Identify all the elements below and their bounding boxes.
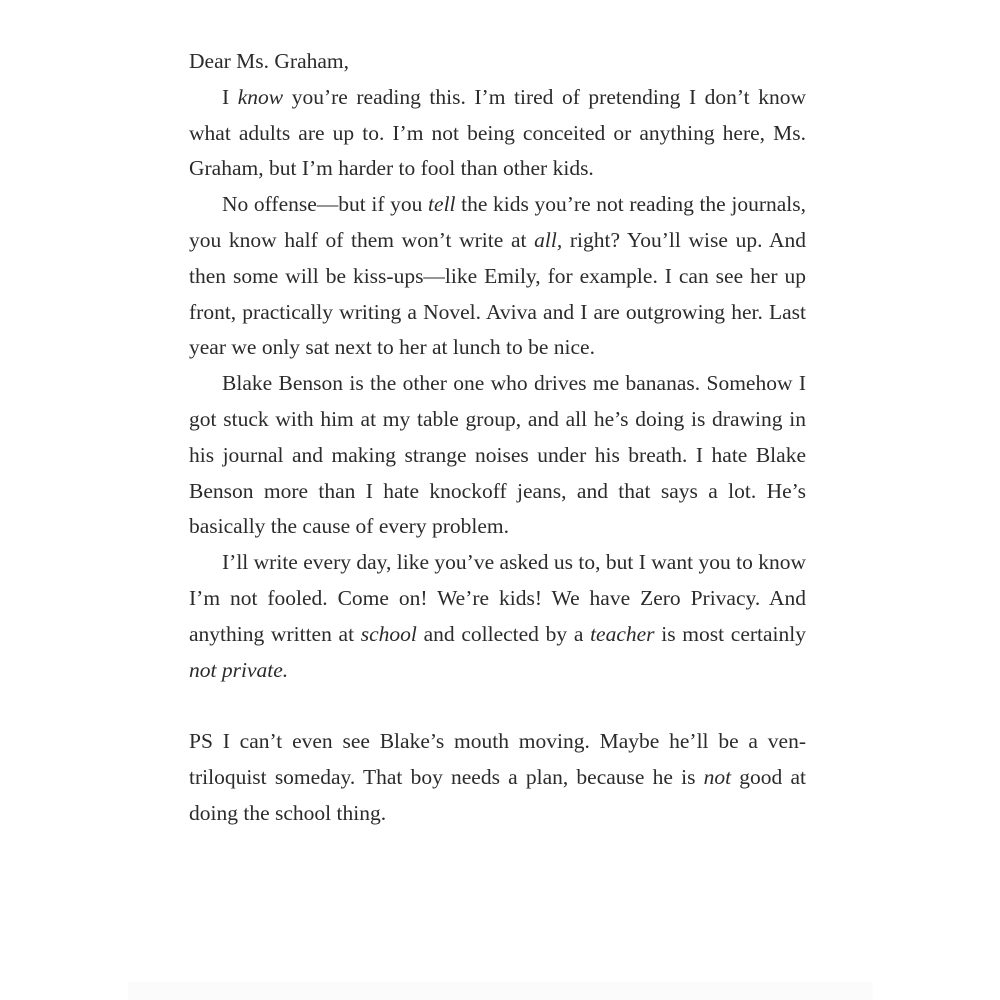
italic-text-segment: school	[360, 621, 417, 646]
italic-text-segment: not	[703, 764, 732, 789]
italic-text-segment: tell	[428, 192, 456, 217]
italic-text-segment: teacher	[590, 621, 655, 646]
italic-text-segment: know	[237, 84, 284, 109]
text-segment: I	[222, 84, 238, 109]
text-segment: right? You’ll wise up. And then some will be kiss-ups—like Emily, for example. I can see her up front, practically writing a Novel. Aviva and I are outgrowing her. Last year we only sat next to her at lunch to be nice.	[189, 227, 806, 360]
text-segment: is most certainly	[654, 621, 806, 646]
book-page	[189, 44, 806, 832]
text-segment: I’ll write every day, like you’ve asked us to, but I want you to know I’m not fooled. Come on! We’re kids! We have Zero Privacy. And anything written at	[189, 550, 806, 646]
text-segment: and collected by a	[416, 621, 591, 646]
italic-text-segment: not private.	[189, 657, 289, 682]
text-segment: No offense—but if you	[222, 192, 429, 217]
text-segment: the kids you’re not reading the journals, you know half of them won’t write at	[189, 192, 806, 252]
italic-text-segment: all,	[534, 227, 563, 252]
text-segment: good at doing the school thing.	[189, 764, 806, 825]
paragraph-4	[189, 545, 806, 688]
text-segment: PS I can’t even see Blake’s mouth moving. Maybe he’ll be a ventriloquist someday. That boy needs a plan, because he is	[189, 729, 806, 789]
text-segment: you’re reading this. I’m tired of pretending I don’t know what adults are up to. I’m not being conceited or anything here, Ms. Graham, but I’m harder to fool than other kids.	[189, 84, 806, 181]
page-bottom-edge	[128, 982, 873, 1000]
paragraph-2	[189, 187, 806, 366]
text-segment: Blake Benson is the other one who drives me bananas. Somehow I got stuck with him at my table group, and all he’s doing is drawing in his journal and making strange noises under his breath. I hate Blake Benson more than I hate knockoff jeans, and that says a lot. He’s basically the cause of every problem.	[189, 371, 806, 539]
letter-salutation: Dear Ms. Graham,	[189, 49, 350, 73]
paragraph-1	[189, 80, 806, 187]
postscript	[189, 724, 806, 831]
paragraph-3	[189, 366, 806, 545]
